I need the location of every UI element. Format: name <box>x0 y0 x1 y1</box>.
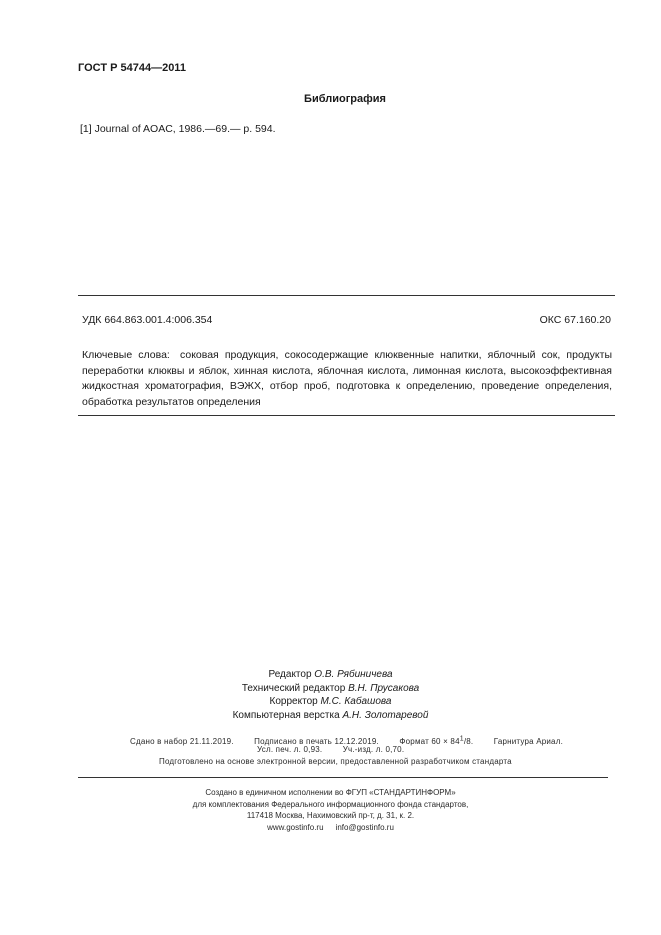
prepared-note: Подготовлено на основе электронной версии, предоставленной разработчиком стандарта <box>159 757 512 766</box>
bibliography-title: Библиография <box>304 93 386 105</box>
keywords-label: Ключевые слова: <box>82 349 170 361</box>
bottom-divider <box>78 415 615 416</box>
top-divider <box>78 295 615 296</box>
credits-block <box>0 668 661 722</box>
udc-code: УДК 664.863.001.4:006.354 <box>82 314 213 326</box>
footer-contacts <box>0 822 661 834</box>
bibliography-entry: [1] Journal of AOAC, 1986.—69.— p. 594. <box>80 123 276 135</box>
keywords-text: соковая продукция, сокосодержащие клюквенные напитки, яблочный сок, продукты переработки клюквы и яблок, хинная кислота, яблочная кислота, лимонная кислота, высокоэффективная жидкостная хроматография, ВЭЖХ, отбор проб, подготовка к определению, проведение определения, обработка результатов определения <box>82 349 612 408</box>
credit-tech-editor: Технический редактор В.Н. Прусакова <box>241 682 420 694</box>
footer-divider <box>78 777 608 778</box>
pub-sheets: Уч.-изд. л. 0,70. <box>342 745 405 754</box>
footer-email[interactable]: info@gostinfo.ru <box>335 822 394 832</box>
credit-corrector: Корректор М.С. Кабашова <box>269 696 392 707</box>
footer-website[interactable]: www.gostinfo.ru <box>267 822 324 832</box>
footer-line-3: 117418 Москва, Нахимовский пр-т, д. 31, к. 2. <box>246 811 415 820</box>
print-sheets: Усл. печ. л. 0,93. <box>257 745 323 754</box>
publishing-line-2 <box>257 745 422 754</box>
credit-layout: Компьютерная верстка А.Н. Золотаревой <box>232 709 429 721</box>
footer-block <box>0 787 661 833</box>
keywords-block <box>82 348 612 410</box>
credit-editor: Редактор О.В. Рябиничева <box>268 669 393 680</box>
standard-id: ГОСТ Р 54744—2011 <box>78 62 186 74</box>
oks-code: ОКС 67.160.20 <box>539 314 611 326</box>
footer-line-2: для комплектования Федерального информационного фонда стандартов, <box>192 799 469 809</box>
footer-line-1: Создано в единичном исполнении во ФГУП «СТАНДАРТИНФОРМ» <box>205 788 456 797</box>
font-name: Гарнитура Ариал. <box>493 736 563 746</box>
paper-format: Формат $60 \times 84^1/8$. <box>399 735 474 746</box>
typeset-date: Сдано в набор 21.11.2019. <box>130 736 234 746</box>
print-date: Подписано в печать 12.12.2019. <box>254 736 379 746</box>
